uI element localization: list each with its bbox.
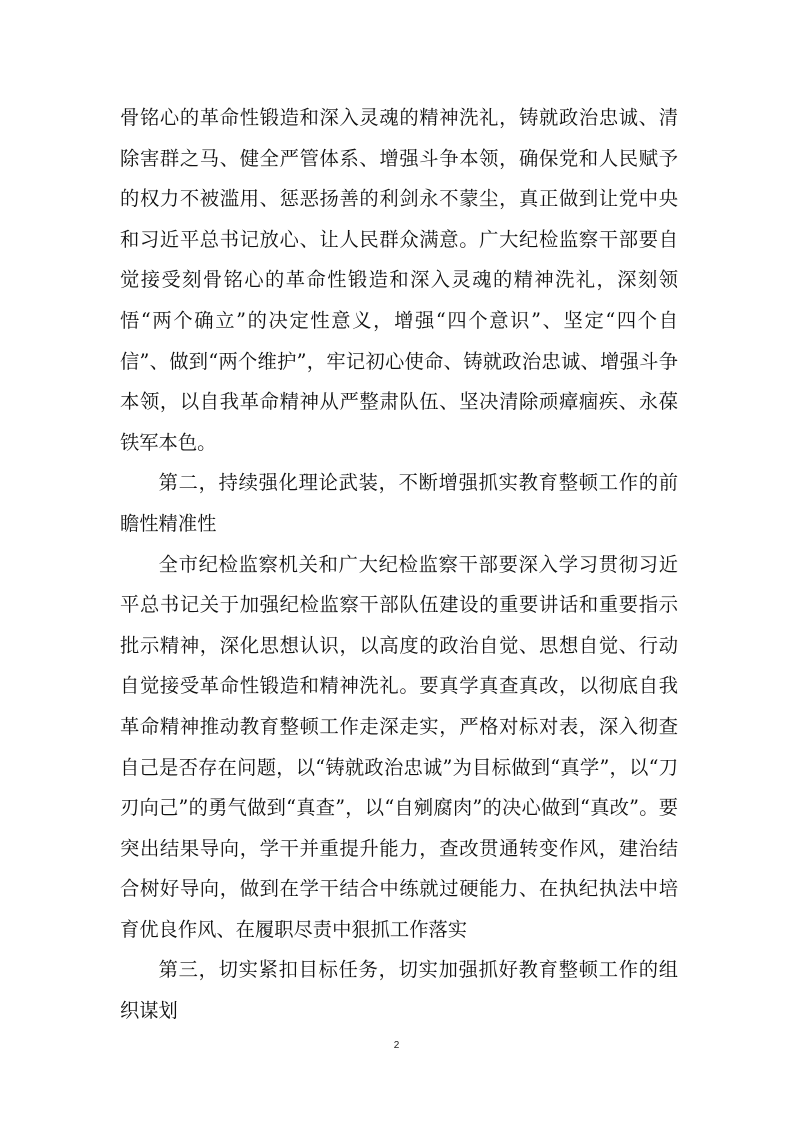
body-paragraph-1: 骨铭心的革命性锻造和深入灵魂的精神洗礼，铸就政治忠诚、清除害群之马、健全严管体系、增强斗争本领，确保党和人民赋予的权力不被滥用、惩恶扬善的利剑永不蒙尘，真正做到让党中央和习近平总书记放心、让人民群众满意。广大纪检监察干部要自觉接受刻骨铭心的革命性锻造和深入灵魂的精神洗礼，深刻领悟“两个确立”的决定性意义，增强“四个意识”、坚定“四个自信”、做到“两个维护”，牢记初心使命、铸就政治忠诚、增强斗争本领，以自我革命精神从严整肃队伍、坚决清除顽瘴痼疾、永葆铁军本色。 [120,106,678,454]
section-heading-3: 第三，切实紧扣目标任务，切实加强抓好教育整顿工作的组织谋划 [120,958,678,1023]
section-heading-2: 第二，持续强化理论武装，不断增强抓实教育整顿工作的前瞻性精准性 [120,471,678,535]
document-body [120,98,678,1032]
body-paragraph-2: 全市纪检监察机关和广大纪检监察干部要深入学习贯彻习近平总书记关于加强纪检监察干部队伍建设的重要讲话和重要指示批示精神，深化思想认识，以高度的政治自觉、思想自觉、行动自觉接受革命性锻造和精神洗礼。要真学真查真改，以彻底自我革命精神推动教育整顿工作走深走实，严格对标对表，深入彻查自己是否存在问题，以“铸就政治忠诚”为目标做到“真学”，以“刀刃向己”的勇气做到“真查”，以“自剜腐肉”的决心做到“真改”。要突出结果导向，学干并重提升能力，查改贯通转变作风，建治结合树好导向，做到在学干结合中练就过硬能力、在执纪执法中培育优良作风、在履职尽责中狠抓工作落实 [120,552,678,941]
page-number: 2 [393,1040,400,1051]
